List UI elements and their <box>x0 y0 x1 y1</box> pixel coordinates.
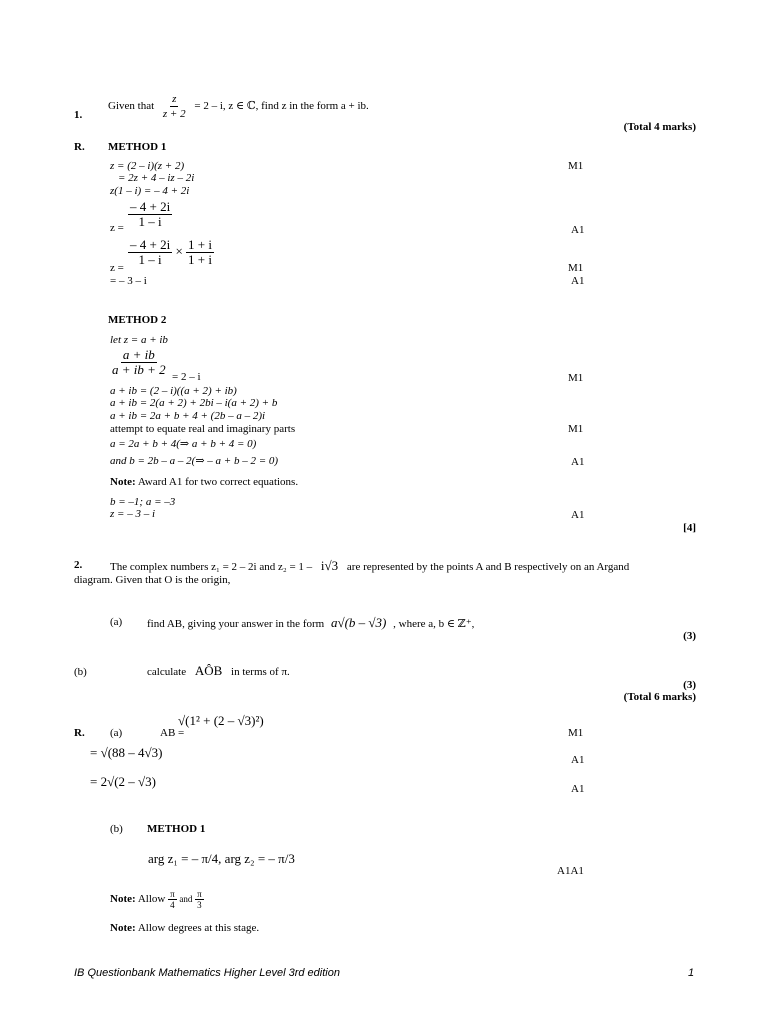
method-heading: METHOD 1 <box>147 823 206 835</box>
markscheme-label: R. <box>74 727 85 739</box>
mark: A1 <box>571 509 585 521</box>
total-marks: (Total 4 marks) <box>623 121 696 133</box>
mark: M1 <box>568 727 584 739</box>
ab-expression: √(1² + (2 – √3)²) <box>178 713 264 728</box>
mark: A1 <box>571 275 585 287</box>
working-line: = √(88 – 4√3) <box>90 745 163 760</box>
working-line: = 2√(2 – √3) <box>90 774 157 789</box>
question-text-post: = 2 – i, z ∈ ℂ, find z in the form a + ib. <box>194 100 369 113</box>
question-2-text-cont: diagram. Given that O is the origin, <box>74 574 231 586</box>
footer-title: IB Questionbank Mathematics Higher Level 3rd edition <box>74 967 340 979</box>
working-line: z = – 3 – i <box>110 508 156 520</box>
working-line: z = <box>110 222 124 234</box>
mark: A1 <box>571 754 585 766</box>
part-label: (b) <box>110 823 123 835</box>
fraction-z-over-z-plus-2: $\frac{z}{z + 2}$ <box>162 93 186 120</box>
ab-equals: AB = <box>160 727 185 739</box>
note: Note: Allow degrees at this stage. <box>110 922 260 934</box>
working-line: z = (2 – i)(z + 2) <box>110 160 185 172</box>
working-line: a = 2a + b + 4(⇒ a + b + 4 = 0) <box>110 438 257 450</box>
part-b-text: calculate AÔB in terms of π. <box>147 663 290 678</box>
working-line: a + ib = 2(a + 2) + 2bi – i(a + 2) + b <box>110 397 278 409</box>
working-line: z(1 – i) = – 4 + 2i <box>110 185 190 197</box>
question-number: 1. <box>74 109 83 121</box>
part-marks: (3) <box>683 630 696 642</box>
working-line: b = –1; a = –3 <box>110 496 176 508</box>
arg-working: arg z₁ = – π/4, arg z₂ = – π/3 <box>148 851 295 866</box>
total-box: [4] <box>683 522 696 534</box>
working-line: attempt to equate real and imaginary parts <box>110 423 296 435</box>
question-text-pre: Given that <box>108 100 155 113</box>
note: Note: Allow $\frac{\pi}{4}$ and $\frac{\pi}{3}$ <box>110 889 202 910</box>
mark: M1 <box>568 160 584 172</box>
mark: A1 <box>571 224 585 236</box>
mark: A1A1 <box>557 865 584 877</box>
mark: A1 <box>571 783 585 795</box>
mark: M1 <box>568 372 584 384</box>
mark: M1 <box>568 423 584 435</box>
working-line: a + ib = 2a + b + 4 + (2b – a – 2)i <box>110 410 266 422</box>
question-2-text: The complex numbers z₁ = 2 – 2i and z₂ = 1 – i√3 are represented by the points A and B respectively on an Argand <box>110 558 630 573</box>
markscheme-label: R. <box>74 141 85 153</box>
part-marks: (3) <box>683 679 696 691</box>
working-line: = 2 – i <box>172 371 201 383</box>
question-number: 2. <box>74 559 83 571</box>
part-label: (b) <box>74 666 87 678</box>
working-line: = – 3 – i <box>110 275 147 287</box>
question-1-text <box>108 92 369 121</box>
part-a-text: find AB, giving your answer in the form a√(b – √3) , where a, b ∈ ℤ⁺, <box>147 615 475 630</box>
mark: M1 <box>568 262 584 274</box>
method-heading: METHOD 2 <box>108 314 167 326</box>
mark: A1 <box>571 456 585 468</box>
working-line: z = <box>110 262 124 274</box>
working-line: let z = a + ib <box>110 334 168 346</box>
part-label: (a) <box>110 727 123 739</box>
fraction-m2: $\frac{a + ib}{a + ib + 2}$ <box>112 347 166 377</box>
fraction-product: $\frac{- 4 + 2i}{1 - i}$ × $\frac{1 + i}{1 + i}$ <box>130 237 212 267</box>
part-label: (a) <box>110 616 123 628</box>
page-number: 1 <box>688 967 695 979</box>
fraction-working: $\frac{- 4 + 2i}{1 - i}$ <box>130 199 171 229</box>
method-heading: METHOD 1 <box>108 141 167 153</box>
note: Note: Award A1 for two correct equations. <box>110 476 299 488</box>
working-line: a + ib = (2 – i)((a + 2) + ib) <box>110 385 237 397</box>
working-line: and b = 2b – a – 2(⇒ – a + b – 2 = 0) <box>110 455 279 467</box>
total-marks: (Total 6 marks) <box>623 691 696 703</box>
working-line: = 2z + 4 – iz – 2i <box>118 172 195 184</box>
